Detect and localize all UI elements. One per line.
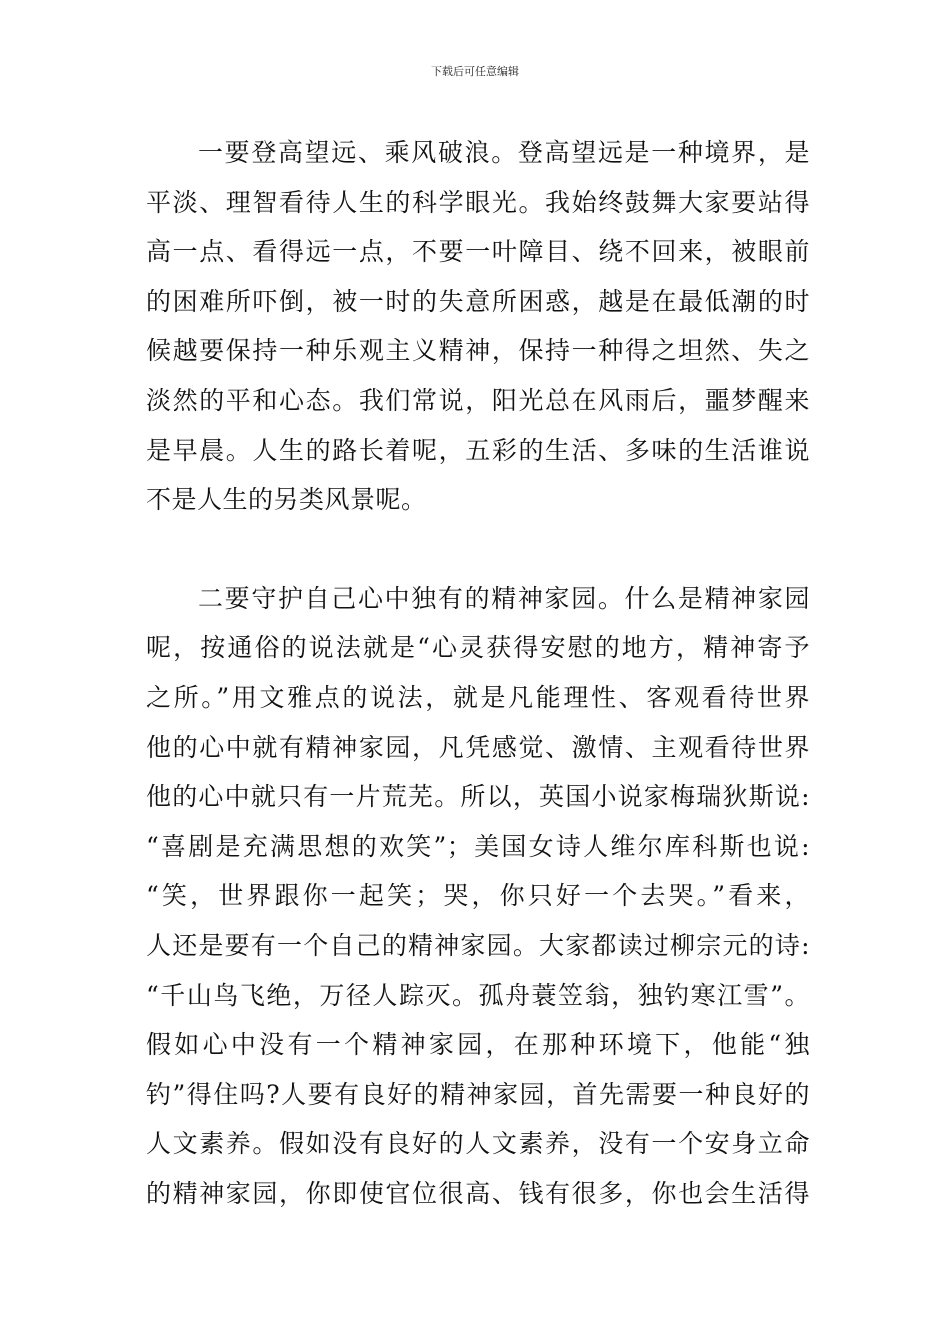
paragraph-line: 二要守护自己心中独有的精神家园。什么是精神家园 <box>198 583 810 613</box>
paragraph-line: “喜剧是充满思想的欢笑”；美国女诗人维尔库科斯也说: <box>146 831 810 861</box>
paragraph-line: 呢，按通俗的说法就是“心灵获得安慰的地方，精神寄予 <box>146 633 810 663</box>
paragraph-line: 的困难所吓倒，被一时的失意所困惑，越是在最低潮的时 <box>146 286 810 316</box>
paragraph-line: 一要登高望远、乘风破浪。登高望远是一种境界，是 <box>198 138 810 167</box>
paragraph-line: 平淡、理智看待人生的科学眼光。我始终鼓舞大家要站得 <box>146 187 810 217</box>
paragraph-line: 之所。”用文雅点的说法，就是凡能理性、客观看待世界 <box>146 682 810 712</box>
page-header: 下载后可任意编辑 <box>431 65 519 78</box>
paragraph-line: 候越要保持一种乐观主义精神，保持一种得之坦然、失之 <box>146 336 810 366</box>
paragraph-line: 他的心中就有精神家园，凡凭感觉、激情、主观看待世界 <box>146 732 810 762</box>
paragraph-2 <box>146 574 810 1219</box>
paragraph-line: 是早晨。人生的路长着呢，五彩的生活、多味的生活谁说 <box>146 435 810 465</box>
paragraph-line: “笑，世界跟你一起笑；哭，你只好一个去哭。”看来， <box>146 881 810 911</box>
paragraph-line: 人文素养。假如没有良好的人文素养，没有一个安身立命 <box>146 1129 810 1159</box>
paragraph-line: 淡然的平和心态。我们常说，阳光总在风雨后，噩梦醒来 <box>146 385 810 415</box>
paragraph-line: “千山鸟飞绝，万径人踪灭。孤舟蓑笠翁，独钓寒江雪”。 <box>146 980 810 1010</box>
paragraph-line: 假如心中没有一个精神家园，在那种环境下，他能“独 <box>146 1030 810 1060</box>
paragraph-line: 钓”得住吗?人要有良好的精神家园，首先需要一种良好的 <box>146 1079 810 1109</box>
paragraph-spacer <box>146 525 810 574</box>
document-body <box>146 128 810 1218</box>
paragraph-line: 他的心中就只有一片荒芜。所以，英国小说家梅瑞狄斯说: <box>146 782 810 812</box>
paragraph-line: 高一点、看得远一点，不要一叶障目、绕不回来，被眼前 <box>146 237 810 267</box>
paragraph-1 <box>146 128 810 525</box>
paragraph-line: 的精神家园，你即使官位很高、钱有很多，你也会生活得 <box>146 1178 810 1208</box>
paragraph-line: 人还是要有一个自己的精神家园。大家都读过柳宗元的诗: <box>146 930 810 960</box>
paragraph-line: 不是人生的另类风景呢。 <box>146 485 427 515</box>
